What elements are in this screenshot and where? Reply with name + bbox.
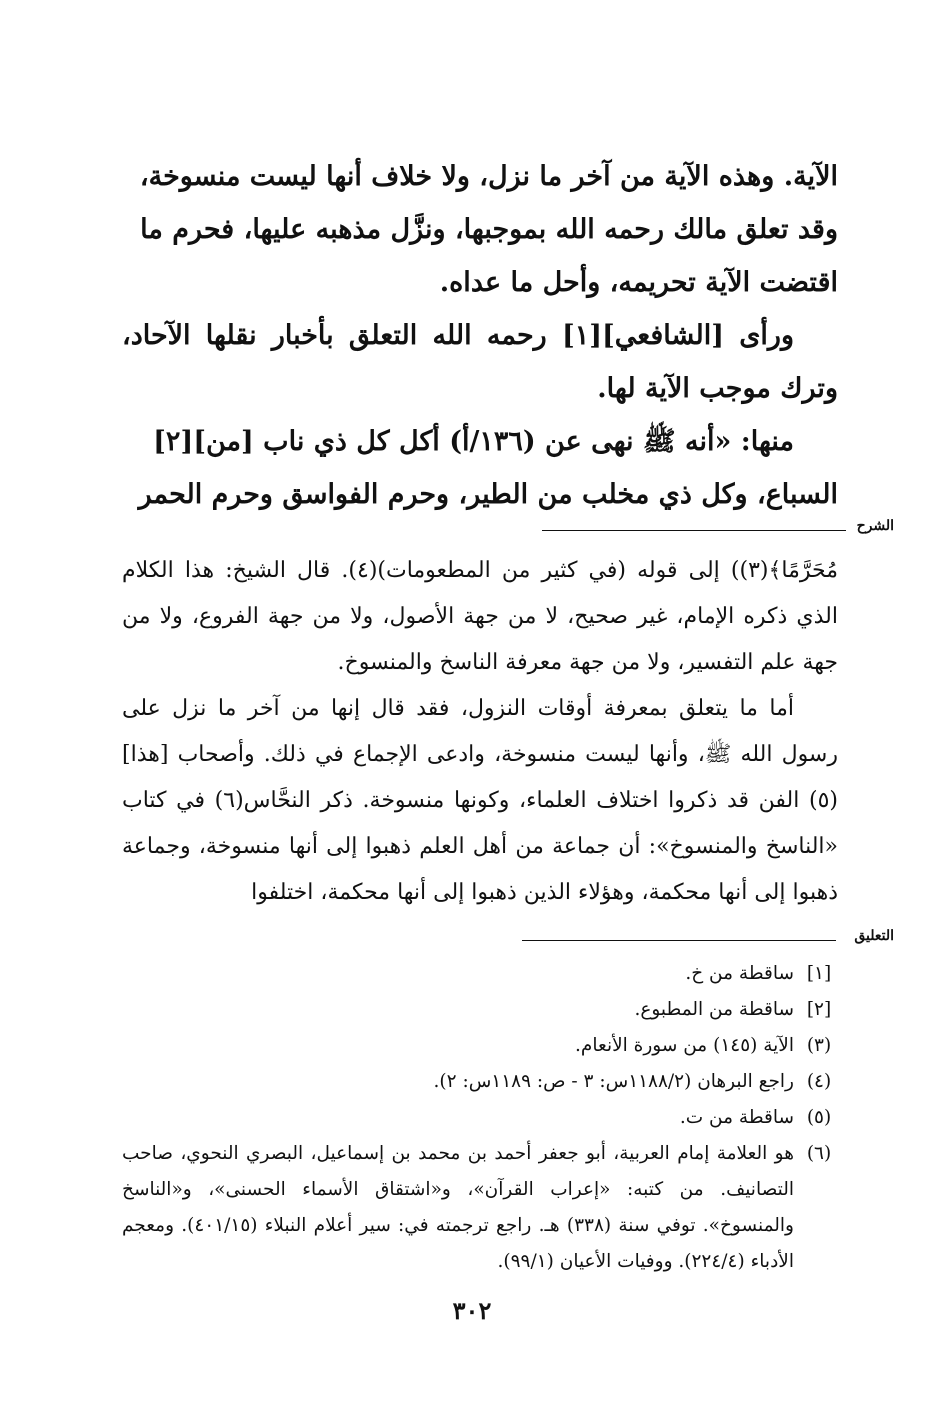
sharh-divider-line <box>542 530 846 531</box>
footnote <box>122 1064 838 1100</box>
footnote-text: راجع البرهان (١١٨٨/٢س: ٣ - ص: ١١٨٩س: ٢). <box>433 1071 794 1092</box>
sharh-paragraph-1: مُحَرَّمًا﴾(٣)) إلى قوله (في كثير من المطعومات)(٤). قال الشيخ: هذا الكلام الذي ذكره الإمام، غير صحيح، لا من جهة الأصول، ولا من جهة الفروع، ولا من جهة علم التفسير، ولا من جهة معرفة الناسخ والمنسوخ. <box>122 558 838 675</box>
footnotes <box>122 956 838 1280</box>
main-paragraph-3-line-1: منها: «أنه ﷺ نهى عن (١٣٦/أ) أكل كل ذي ناب [من][٢] <box>153 426 794 457</box>
taaliq-divider-line <box>522 940 836 941</box>
footnote-number: [٢] <box>806 999 832 1020</box>
footnote-number: (٣) <box>806 1035 832 1056</box>
taaliq-label: التعليق <box>854 928 894 944</box>
main-line-3: اقتضت الآية تحريمه، وأحل ما عداه. <box>439 267 838 298</box>
sharh-paragraph-2: أما ما يتعلق بمعرفة أوقات النزول، فقد قال إنها من آخر ما نزل على رسول الله ﷺ، وأنها ليست منسوخة، وادعى الإجماع في ذلك. وأصحاب [هذا](٥) الفن قد ذكروا اختلاف العلماء، وكونها منسوخة. ذكر النحَّاس(٦) في كتاب «الناسخ والمنسوخ»: أن جماعة من أهل العلم ذهبوا إلى أنها منسوخة، وجماعة ذهبوا إلى أنها محكمة، وهؤلاء الذين ذهبوا إلى أنها محكمة، اختلفوا <box>122 696 838 905</box>
footnote <box>122 992 838 1028</box>
footnote-text: ساقطة من المطبوع. <box>634 999 794 1020</box>
footnote-text: ساقطة من ت. <box>679 1107 794 1128</box>
sharh-divider <box>122 520 894 540</box>
main-line-2: وقد تعلق مالك رحمه الله بموجبها، ونزَّل مذهبه عليها، فحرم ما <box>140 214 838 245</box>
main-paragraph-3-line-2: السباع، وكل ذي مخلب من الطير، وحرم الفواسق وحرم الحمر <box>138 479 838 510</box>
footnote-number: (٦) <box>806 1143 832 1164</box>
footnote <box>122 956 838 992</box>
footnote <box>122 1100 838 1136</box>
footnote <box>122 1028 838 1064</box>
footnote-number: (٥) <box>806 1107 832 1128</box>
main-line-1: الآية. وهذه الآية من آخر ما نزل، ولا خلاف أنها ليست منسوخة، <box>139 161 838 192</box>
sharh-label: الشرح <box>856 518 894 534</box>
page-number: ٣٠٢ <box>452 1296 492 1325</box>
footnote-number: (٤) <box>806 1071 832 1092</box>
footnote-text: هو العلامة إمام العربية، أبو جعفر أحمد بن محمد بن إسماعيل، البصري النحوي، صاحب التصانيف. من كتبه: «إعراب القرآن»، و«اشتقاق الأسماء الحسنى»، و«الناسخ والمنسوخ». توفي سنة (٣٣٨) هـ. راجع ترجمته في: سير أعلام النبلاء (٤٠١/١٥). ومعجم الأدباء (٢٢٤/٤). ووفيات الأعيان (٩٩/١). <box>122 1143 794 1272</box>
footnote-number: [١] <box>806 963 832 984</box>
main-text <box>122 150 838 521</box>
footnote-text: الآية (١٤٥) من سورة الأنعام. <box>575 1035 794 1056</box>
main-paragraph-2: ورأى [الشافعي][١] رحمه الله التعلق بأخبار نقلها الآحاد، وترك موجب الآية لها. <box>122 320 838 404</box>
footnote-text: ساقطة من خ. <box>685 963 794 984</box>
taaliq-divider <box>122 930 894 950</box>
footnote <box>122 1136 838 1280</box>
sharh-section <box>122 548 838 916</box>
